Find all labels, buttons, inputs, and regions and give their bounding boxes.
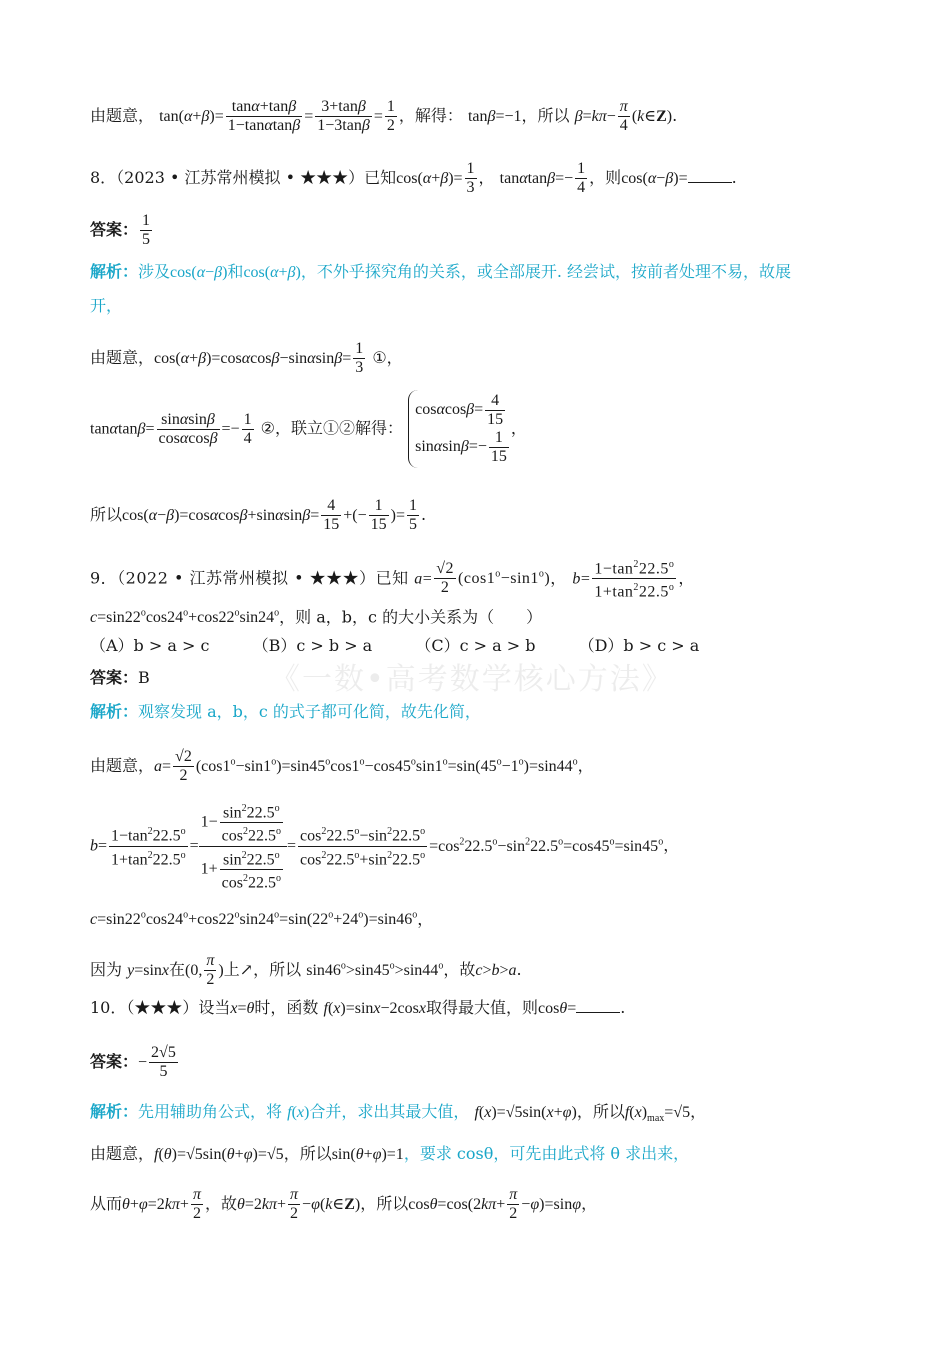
- q10-analysis: 解析：先用辅助角公式，将 f(x)合并，求出其最大值， f(x)=√5sin(x+φ)，所以$f(x)_{max}=√5$，: [90, 1102, 707, 1125]
- watermark: 《一数•高考数学核心方法》: [270, 662, 674, 697]
- text: 由题意，: [90, 756, 155, 775]
- option-c: （C）c > a > b: [415, 636, 536, 655]
- answer-label: 答案：: [90, 220, 139, 239]
- text: 所以: [90, 505, 123, 524]
- q7-solution-line: 由题意， tan(α+β)= $\frac{\tan\alpha+\tan\beta}{1-\tan\alpha\tan\beta}$ = $\frac{3+\tan\beta}{1-3\tan\beta}$ = $\frac{1}{2}$ ，解得： tanβ=−1，所以 β=kπ− $\frac{\pi}{4}$ (k∈Z).: [90, 98, 678, 134]
- text: 先用辅助角公式，将: [138, 1102, 283, 1121]
- answer-label: 答案：: [90, 1052, 139, 1071]
- text: .: [672, 106, 678, 125]
- q9-analysis: [90, 702, 481, 722]
- answer-label: 答案：: [90, 668, 139, 687]
- q9-answer: [90, 668, 150, 688]
- q8-analysis-cont: 开，: [90, 296, 123, 315]
- q9-step4: 因为 y=sinx在(0, $\frac{\pi}{2}$ )上↗，所以 $\sin 46^o>\sin 45^o>\sin 44^o$，故c>b>a.: [90, 952, 522, 988]
- analysis-label: 解析：: [90, 262, 139, 281]
- q9-question-cont: $c=\sin 22^o\cos 24^o+\cos 22^o\sin 24^o$，则 a，b，c 的大小关系为（ ）: [90, 607, 543, 627]
- text: ，不外乎探究角的关系，或全部展开. 经尝试，按前者处理不易，故展: [300, 262, 792, 281]
- text: ，则 a，b，c 的大小关系为（ ）: [279, 607, 543, 627]
- text: .: [620, 998, 626, 1017]
- q9-step3: $c=\sin 22^o\cos 24^o+\cos 22^o\sin 24^o=\sin(22^o+24^o)=\sin 46^o$，: [90, 909, 434, 929]
- text: ，所以: [283, 1144, 332, 1163]
- answer-numerator: 2√5: [151, 1044, 176, 1061]
- q9-question: 9．（2022 • 江苏常州模拟 • ★★★）已知 a= $\frac{√2}{2}$ $(\cos 1^o-\sin 1^o)$， b= $\frac{1-\tan^222.5^o}{1+\tan^222.5^o}$ ，: [90, 556, 695, 602]
- q9-step1: 由题意，a= $\frac{√2}{2}$ $(\cos 1^o-\sin 1^o)=\sin 45^o\cos 1^o-\cos 45^o\sin 1^o=\sin(45^o-1^o)=\sin 44^o$，: [90, 748, 594, 784]
- answer-value: B: [138, 668, 150, 687]
- text: 时，函数: [254, 998, 319, 1017]
- text: 上↗，所以: [223, 960, 302, 979]
- text: ，: [478, 168, 495, 187]
- q10-question: 10．（★★★）设当x=θ时，函数 f(x)=sinx−2cosx取得最大值，则cosθ= .: [90, 998, 626, 1017]
- text: 因为: [90, 960, 123, 979]
- analysis-label: 解析：: [90, 702, 139, 721]
- q8-step3: 所以cos(α−β)=cosαcosβ+sinαsinβ= $\frac{4}{15}$ +(− $\frac{1}{15}$ )= $\frac{1}{5}$ .: [90, 497, 427, 533]
- q8-step2: tanαtanβ= $\frac{\sin\alpha\sin\beta}{\cos\alpha\cos\beta}$ =− $\frac{1}{4}$ ②，联立①②解得： cosαcosβ= $\frac{4}{15}$ sinαsinβ=− $\frac{1}{15}$ ，: [90, 390, 527, 468]
- q8-step1: 由题意，cos(α+β)=cosαcosβ−sinαsinβ= $\frac{1}{3}$ ①，: [90, 340, 403, 376]
- system-of-equations: cosαcosβ= $\frac{4}{15}$ sinαsinβ=− $\frac{1}{15}$: [408, 390, 511, 468]
- q10-step1: 由题意，f(θ)=√5sin(θ+φ)=√5，所以sin(θ+φ)=1，要求 cosθ，可先由此式将 θ 求出来，: [90, 1144, 690, 1163]
- text: 观察发现 a，b，c 的式子都可化简，故先化简，: [138, 702, 481, 721]
- text: 由题意，: [90, 106, 155, 125]
- text: ，则: [589, 168, 622, 187]
- text: 取得最大值，则: [425, 998, 538, 1017]
- option-b: （B）c > b > a: [252, 636, 373, 655]
- option-a: （A）b > a > c: [90, 636, 210, 655]
- q9-step2: b= $\frac{1-\tan^222.5^o}{1+\tan^222.5^o}$ = 1− $\frac{\sin^222.5^o}{\cos^222.5^o}$ 1+ $\frac{\sin^222.5^o}{\cos^222.5^o}$ = $\frac{\cos^222.5^o-\sin^222.5^o}{\cos^222.5^o+\sin^222.5^o}$ $=\cos^222.5^o-\sin^222.5^o=\cos 45^o=\sin 45^o$，: [90, 800, 679, 892]
- q10-step2: 从而θ+φ=2kπ+ $\frac{\pi}{2}$ ，故θ=2kπ+ $\frac{\pi}{2}$ −φ(k∈Z)，所以cosθ=cos(2kπ+ $\frac{\pi}{2}$ −φ)=sinφ，: [90, 1186, 598, 1222]
- q8-answer: [90, 212, 154, 249]
- text: 在: [169, 960, 186, 979]
- q10-answer: 答案：− $\frac{2√5}{5}$: [90, 1044, 176, 1080]
- text: .: [516, 960, 522, 979]
- text: 涉及: [138, 262, 171, 281]
- q8-analysis: 解析：涉及cos(α−β)和cos(α+β)，不外乎探究角的关系，或全部展开. 经尝试，按前者处理不易，故展: [90, 262, 792, 281]
- text: ，故: [204, 1194, 237, 1213]
- answer-denominator: 5: [142, 231, 151, 248]
- text: ②，联立①②解得：: [255, 418, 404, 438]
- text: 由题意，: [90, 348, 155, 367]
- answer-blank: [688, 182, 732, 183]
- text: ，解得：: [398, 106, 463, 125]
- question-header: 10．（★★★）设当: [90, 998, 231, 1017]
- text: 从而: [90, 1194, 123, 1213]
- analysis-label: 解析：: [90, 1102, 139, 1121]
- text: ，要求 cosθ，可先由此式将 θ 求出来，: [403, 1144, 690, 1163]
- q8-question: 8．（2023 • 江苏常州模拟 • ★★★）已知cos(α+β)= $\frac{1}{3}$ ， tanαtanβ=− $\frac{1}{4}$ ，则cos(α−β)= .: [90, 160, 737, 196]
- text: ，故: [443, 960, 476, 979]
- q9-options: [90, 636, 699, 656]
- text: .: [731, 168, 737, 187]
- text: 由题意，: [90, 1144, 155, 1163]
- question-header: 8．（2023 • 江苏常州模拟 • ★★★）已知: [90, 168, 397, 187]
- question-header: 9．（2022 • 江苏常州模拟 • ★★★）已知: [90, 568, 409, 588]
- text: ，所以: [521, 106, 570, 125]
- answer-numerator: 1: [142, 212, 151, 229]
- option-d: （D）b > c > a: [578, 636, 700, 655]
- text: ①，: [367, 348, 403, 367]
- answer-blank: [576, 1012, 620, 1013]
- text: 合并，求出其最大值，: [309, 1102, 470, 1121]
- text: ，所以: [576, 1102, 625, 1121]
- text: ，所以: [360, 1194, 409, 1213]
- text: 和: [227, 262, 244, 281]
